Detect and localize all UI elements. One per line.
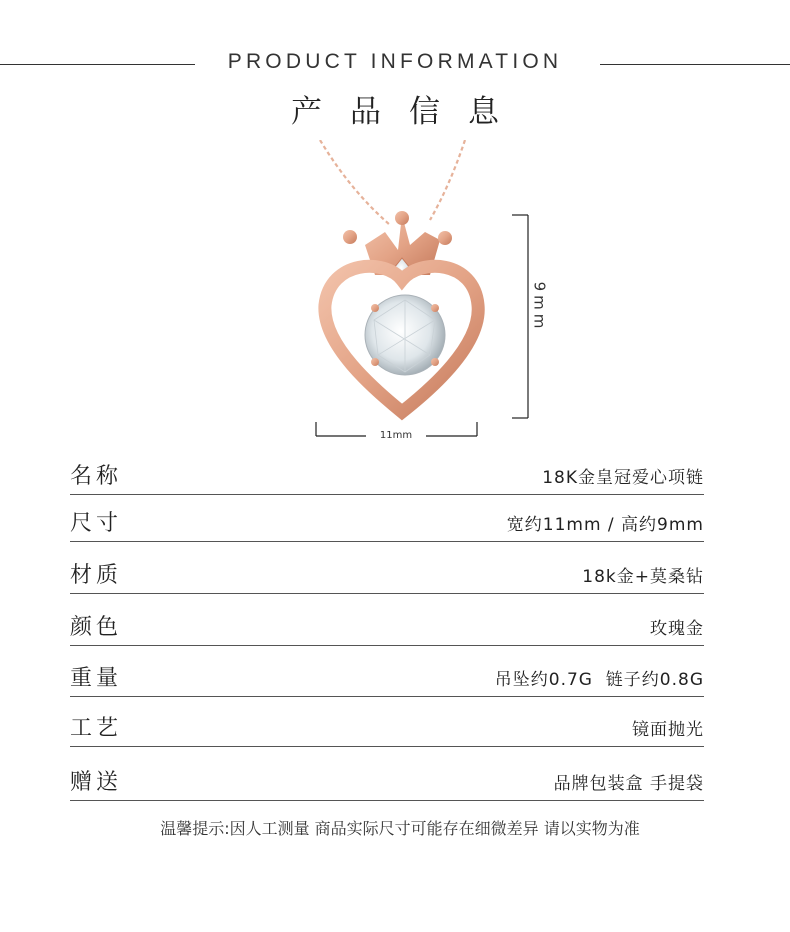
spec-value: 玫瑰金	[650, 619, 704, 639]
spec-row-size	[70, 501, 704, 542]
spec-value: 18k金+莫桑钻	[582, 567, 704, 587]
spec-value: 18K金皇冠爱心项链	[542, 468, 704, 488]
spec-label: 尺寸	[70, 511, 123, 536]
spec-row-craft	[70, 706, 704, 747]
width-label: 11mm	[366, 430, 426, 441]
spec-label: 材质	[70, 563, 123, 588]
header-title-cn: 产品信息	[291, 94, 527, 130]
spec-row-gift	[70, 760, 704, 801]
spec-label: 颜色	[70, 615, 123, 640]
height-label: 9mm	[530, 281, 549, 333]
spec-label: 工艺	[70, 716, 123, 741]
height-dimension	[512, 215, 528, 418]
spec-row-weight	[70, 656, 704, 697]
spec-row-material	[70, 553, 704, 594]
spec-row-name	[70, 454, 704, 495]
header-title-en: PRODUCT INFORMATION	[0, 50, 790, 74]
spec-label: 名称	[70, 464, 123, 489]
spec-value: 品牌包装盒 手提袋	[553, 774, 704, 794]
spec-value: 宽约11mm / 高约9mm	[506, 515, 704, 535]
pendant-image	[290, 140, 550, 450]
spec-value: 吊坠约0.7G 链子约0.8G	[494, 670, 704, 690]
chain	[320, 140, 465, 225]
spec-value: 镜面抛光	[632, 720, 704, 740]
spec-label: 重量	[70, 666, 123, 691]
spec-row-color	[70, 605, 704, 646]
spec-label: 赠送	[70, 770, 123, 795]
measurement-tip: 温馨提示:因人工测量 商品实际尺寸可能存在细微差异 请以实物为准	[160, 819, 640, 838]
